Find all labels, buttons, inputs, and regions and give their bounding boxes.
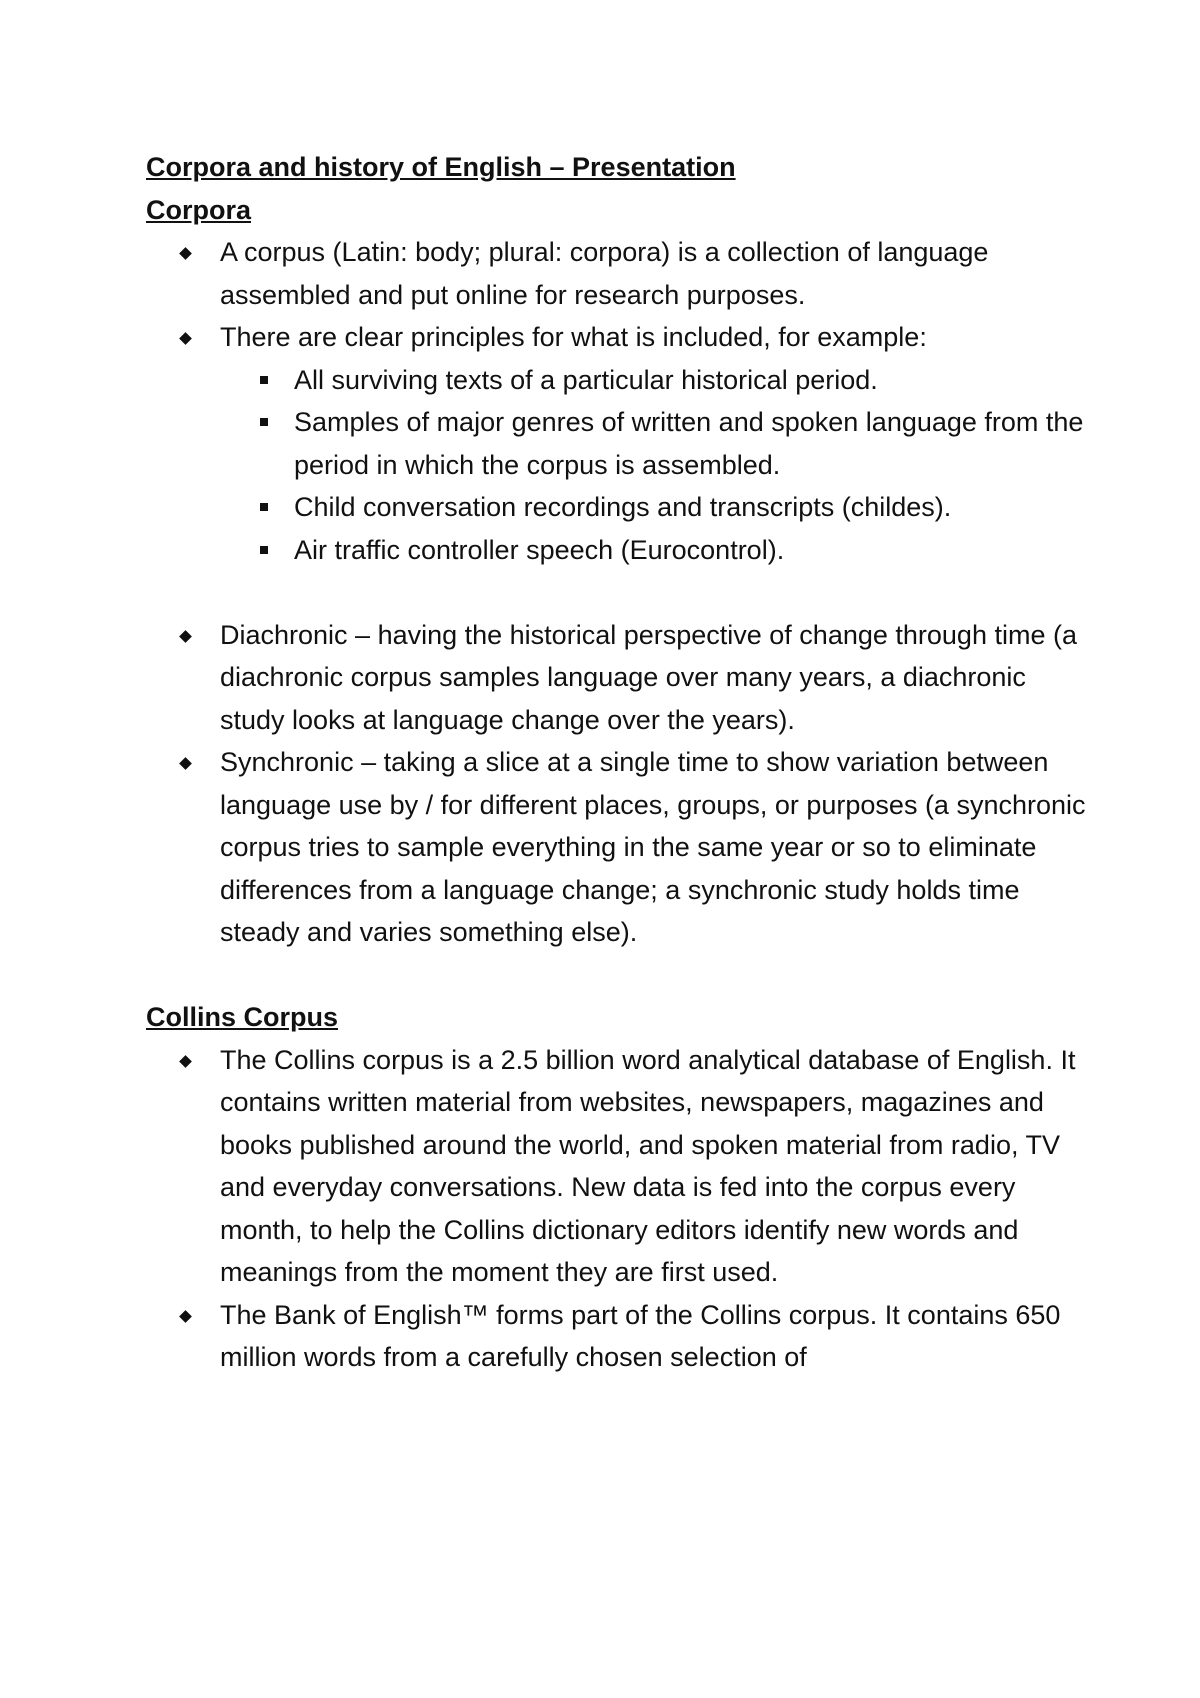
collins-list <box>146 1039 1086 1379</box>
list-item <box>146 614 1086 742</box>
document-content <box>146 146 1086 1379</box>
square-bullet-icon <box>260 418 268 426</box>
diamond-bullet-icon <box>179 1310 192 1323</box>
section-heading-collins: Collins Corpus <box>146 1002 339 1032</box>
diamond-bullet-icon <box>179 332 192 345</box>
diamond-bullet-icon <box>179 630 192 643</box>
blank-line <box>146 571 1086 614</box>
list-item-text: The Bank of English™ forms part of the Collins corpus. It contains 650 million words from a carefully chosen selection of <box>220 1299 1061 1372</box>
sublist-item <box>220 529 1086 572</box>
list-item <box>146 1294 1086 1379</box>
list-item-text: Diachronic – having the historical perspective of change through time (a diachronic corpus samples language over many years, a diachronic study looks at language change over the years). <box>220 619 1077 735</box>
sublist-item <box>220 401 1086 486</box>
corpora-definitions-list <box>146 614 1086 954</box>
list-item-text: Synchronic – taking a slice at a single time to show variation between language use by / for different places, groups, or purposes (a synchronic corpus tries to sample everything in the same year or so to eliminate differences from a language change; a synchronic study holds time steady and varies something else). <box>220 747 1086 947</box>
list-item <box>146 316 1086 571</box>
list-item <box>146 1039 1086 1294</box>
list-item-text: There are clear principles for what is included, for example: <box>220 322 927 352</box>
sublist-item-text: Samples of major genres of written and spoken language from the period in which the corpus is assembled. <box>294 407 1084 480</box>
list-item <box>146 741 1086 954</box>
sublist-item-text: Air traffic controller speech (Eurocontrol). <box>294 534 785 565</box>
list-item-text: The Collins corpus is a 2.5 billion word analytical database of English. It contains written material from websites, newspapers, magazines and books published around the world, and spoken material from radio, TV and everyday conversations. New data is fed into the corpus every month, to help the Collins dictionary editors identify new words and meanings from the moment they are first used. <box>220 1044 1076 1287</box>
list-item <box>146 231 1086 316</box>
diamond-bullet-icon <box>179 247 192 260</box>
sublist-item-text: Child conversation recordings and transcripts (childes). <box>294 492 952 522</box>
section-heading-corpora: Corpora <box>146 194 252 225</box>
square-bullet-icon <box>260 546 268 554</box>
square-bullet-icon <box>260 503 268 511</box>
sublist-item <box>220 359 1086 402</box>
diamond-bullet-icon <box>179 757 192 770</box>
blank-line <box>146 954 1086 997</box>
square-bullet-icon <box>260 376 268 384</box>
sublist-item-text: All surviving texts of a particular historical period. <box>294 364 878 395</box>
corpora-list <box>146 231 1086 571</box>
sublist-item <box>220 486 1086 529</box>
list-item-text: A corpus (Latin: body; plural: corpora) is a collection of language assembled and put online for research purposes. <box>220 237 989 310</box>
corpora-sublist <box>220 359 1086 572</box>
document-title: Corpora and history of English – Presentation <box>146 152 736 182</box>
diamond-bullet-icon <box>179 1055 192 1068</box>
